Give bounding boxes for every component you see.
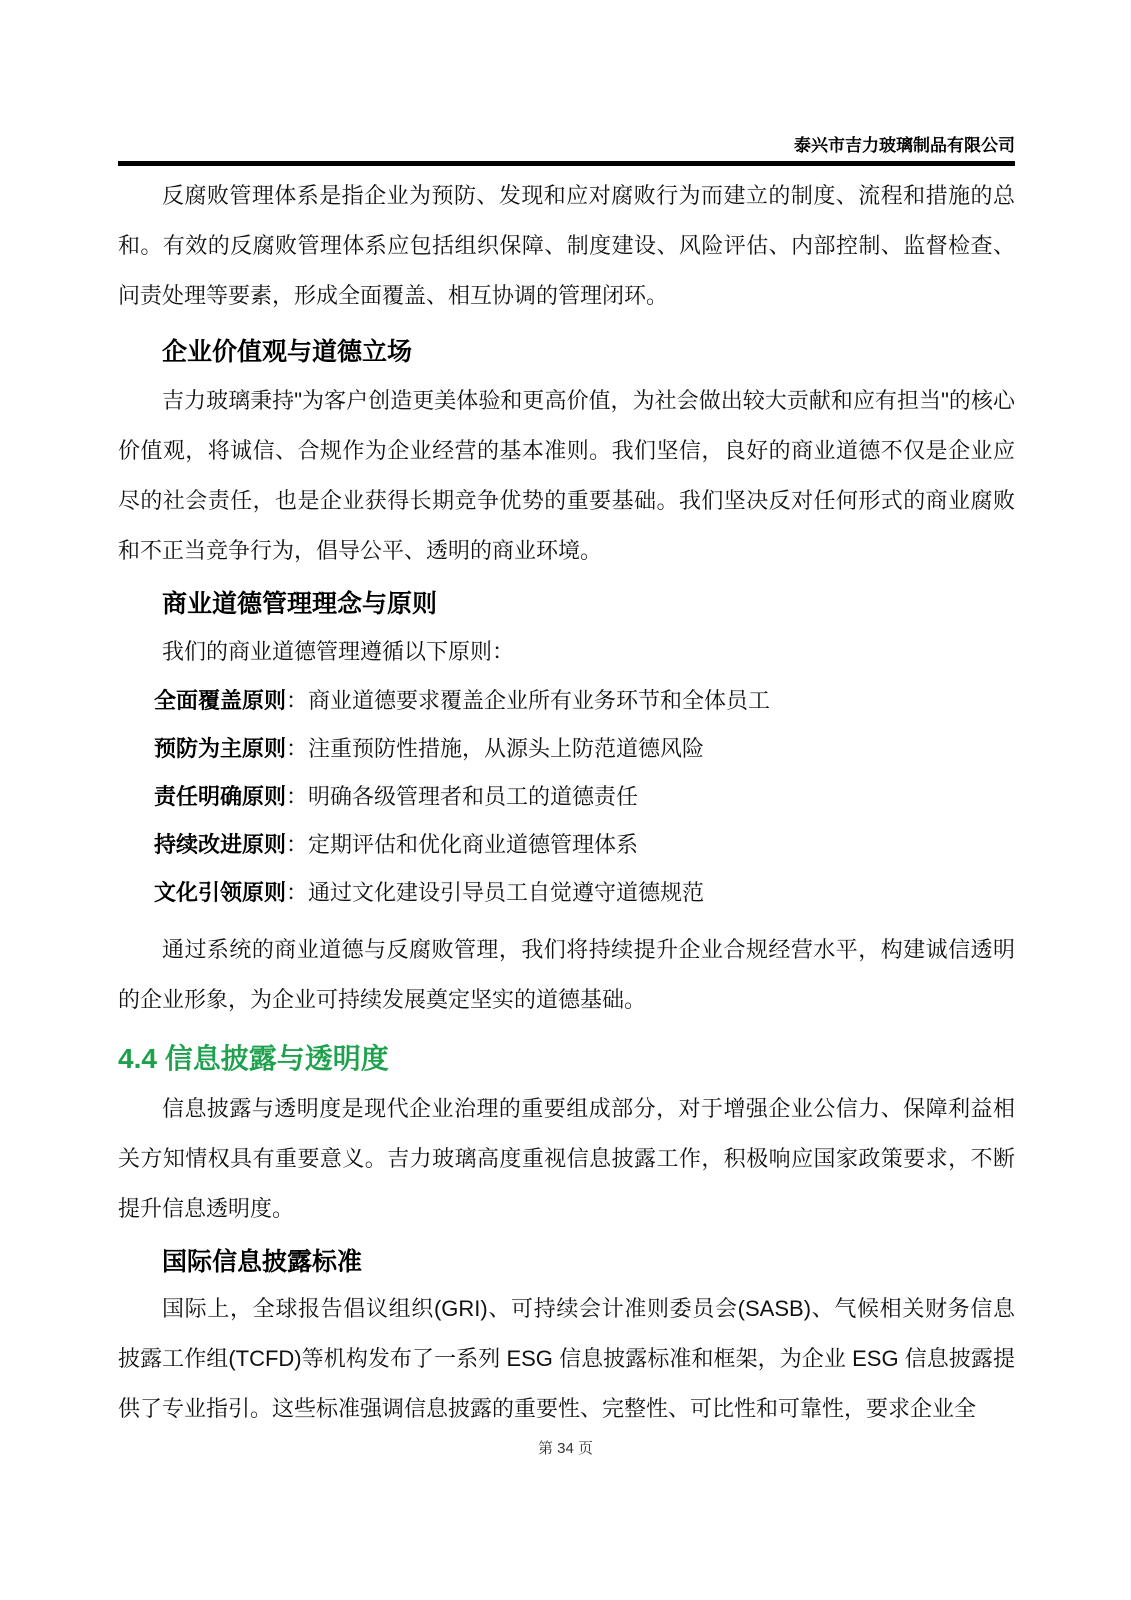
principle-label: 责任明确原则	[154, 784, 287, 809]
paragraph-disclosure-intro: 信息披露与透明度是现代企业治理的重要组成部分，对于增强企业公信力、保障利益相关方知情权具有重要意义。吉力玻璃高度重视信息披露工作，积极响应国家政策要求，不断提升信息透明度。	[118, 1096, 1015, 1221]
paragraph-principles-intro: 我们的商业道德管理遵循以下原则：	[162, 639, 515, 664]
principle-text: 商业道德要求覆盖企业所有业务环节和全体员工	[308, 688, 771, 713]
page-footer	[0, 1438, 1131, 1460]
paragraph-international-standards: 国际上，全球报告倡议组织(GRI)、可持续会计准则委员会(SASB)、气候相关财务信息披露工作组(TCFD)等机构发布了一系列 ESG 信息披露标准和框架，为企业 ESG 信息披露提供了专业指引。这些标准强调信息披露的重要性、完整性、可比性和可靠性，要求企业全	[118, 1296, 1015, 1421]
heading-section-4-4-disclosure: 4.4 信息披露与透明度	[118, 1043, 389, 1074]
principle-colon: ：	[286, 832, 309, 857]
header-company-name: 泰兴市吉力玻璃制品有限公司	[794, 136, 1015, 155]
principle-item-full-coverage	[154, 677, 1015, 725]
principle-label: 持续改进原则	[154, 832, 287, 857]
page-number: 第 34 页	[537, 1440, 594, 1457]
principle-item-prevention-first	[154, 725, 1015, 773]
paragraph-anti-corruption-system: 反腐败管理体系是指企业为预防、发现和应对腐败行为而建立的制度、流程和措施的总和。有效的反腐败管理体系应包括组织保障、制度建设、风险评估、内部控制、监督检查、问责处理等要素，形成全面覆盖、相互协调的管理闭环。	[118, 183, 1015, 308]
header-rule	[118, 161, 1015, 166]
principle-label: 预防为主原则	[154, 736, 287, 761]
principle-text: 注重预防性措施，从源头上防范道德风险	[308, 736, 705, 761]
principle-item-culture-led	[154, 869, 1015, 917]
principle-colon: ：	[286, 688, 309, 713]
paragraph-corporate-values: 吉力玻璃秉持"为客户创造更美体验和更高价值，为社会做出较大贡献和应有担当"的核心价值观，将诚信、合规作为企业经营的基本准则。我们坚信，良好的商业道德不仅是企业应尽的社会责任，也是企业获得长期竞争优势的重要基础。我们坚决反对任何形式的商业腐败和不正当竞争行为，倡导公平、透明的商业环境。	[118, 388, 1015, 563]
heading-ethics-principles: 商业道德管理理念与原则	[162, 590, 438, 618]
principle-item-continuous-improvement	[154, 821, 1015, 869]
paragraph-ethics-summary: 通过系统的商业道德与反腐败管理，我们将持续提升企业合规经营水平，构建诚信透明的企业形象，为企业可持续发展奠定坚实的道德基础。	[118, 937, 1015, 1012]
page-header	[118, 134, 1015, 166]
principle-text: 定期评估和优化商业道德管理体系	[308, 832, 639, 857]
principle-text: 明确各级管理者和员工的道德责任	[308, 784, 639, 809]
principles-list	[154, 677, 1015, 917]
principle-label: 全面覆盖原则	[154, 688, 287, 713]
principle-text: 通过文化建设引导员工自觉遵守道德规范	[308, 880, 705, 905]
principle-colon: ：	[286, 784, 309, 809]
principle-colon: ：	[286, 736, 309, 761]
principle-item-clear-responsibility	[154, 773, 1015, 821]
heading-international-disclosure-standards: 国际信息披露标准	[162, 1248, 363, 1276]
principle-colon: ：	[286, 880, 309, 905]
principle-label: 文化引领原则	[154, 880, 287, 905]
heading-corporate-values: 企业价值观与道德立场	[162, 338, 413, 366]
